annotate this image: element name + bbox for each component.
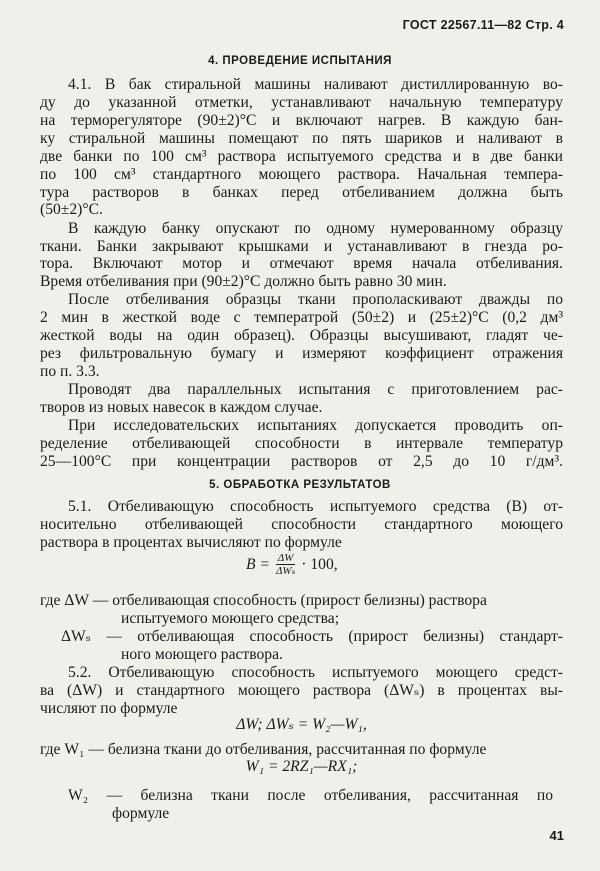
text-line: где ΔW — отбеливающая способность (прирост белизны) раствора [40,592,487,609]
text-line: ку стиральной машины помещают по пять шариков и наливают в [40,130,563,147]
text-line: ного моющего раствора. [121,646,283,663]
text-line: W₂ — белизна ткани после отбеливания, рассчитанная по [68,787,553,804]
text-line: по п. 3.3. [40,363,100,380]
section-5-title: 5. ОБРАБОТКА РЕЗУЛЬТАТОВ [209,479,391,491]
formula-denominator: ΔWₛ [275,565,296,577]
text-line: Время отбеливания при (90±2)°С должно быть равно 30 мин. [40,273,447,290]
text-line: 25—100°С при концентрации растворов от 2,5 до 10 г/дм³. [40,453,563,470]
formula-b [246,552,338,577]
text-line: При исследовательских испытаниях допускается проводить оп- [68,417,563,434]
text-line: тора. Включают мотор и отмечают время начала отбеливания. [40,255,563,272]
text-line: на терморегуляторе (90±2)°С и включают нагрев. В каждую бан- [40,112,563,129]
formula-rhs: · 100, [301,555,338,573]
page-header: ГОСТ 22567.11—82 Стр. 4 [402,18,564,32]
text-line: формуле [112,805,170,822]
text-line: числяют по формуле [40,700,178,717]
text-line: 5.1. Отбеливающую способность испытуемого средства (B) от- [68,498,563,515]
text-line: 5.2. Отбеливающую способность испытуемого моющего средст- [68,664,563,681]
text-line: тура растворов в банках перед отбеливанием должна быть [40,184,563,201]
section-4-title: 4. ПРОВЕДЕНИЕ ИСПЫТАНИЯ [208,55,392,67]
text-line: В каждую банку опускают по одному нумерованному образцу [68,220,563,237]
text-line: по 100 см³ стандартного моющего раствора. Начальная темпера- [40,166,563,183]
formula-w1: W₁ = 2RZ₁—RX₁; [245,758,358,775]
text-line: 4.1. В бак стиральной машины наливают дистиллированную во- [68,76,563,93]
text-line: две банки по 100 см³ раствора испытуемого средства и в две банки [40,148,563,165]
formula-lhs: B = [246,555,270,573]
text-line: ткани. Банки закрывают крышками и устанавливают в гнезда ро- [40,238,563,255]
formula-delta-w: ΔW; ΔWₛ = W₂—W₁, [236,716,367,733]
formula-numerator: ΔW [277,552,294,564]
text-line: где W₁ — белизна ткани до отбеливания, рассчитанная по формуле [40,741,487,758]
text-line: ΔWₛ — отбеливающая способность (прирост белизны) стандарт- [61,628,563,645]
text-line: рез фильтровальную бумагу и измеряют коэффициент отражения [40,345,563,362]
text-line: жесткой воды на один образец). Образцы высушивают, гладят че- [40,327,563,344]
text-line: ределение отбеливающей способности в интервале температур [40,435,563,452]
text-line: испытуемого моющего средства; [121,610,340,627]
text-line: ду до указанной отметки, устанавливают начальную температуру [40,94,563,111]
formula-fraction [274,552,297,577]
text-line: носительно отбеливающей способности стандартного моющего [40,516,563,533]
text-line: Проводят два параллельных испытания с приготовлением рас- [68,381,563,398]
text-line: раствора в процентах вычисляют по формуле [40,534,342,551]
text-line: ва (ΔW) и стандартного моющего раствора (ΔWₛ) в процентах вы- [40,682,563,699]
page-number: 41 [549,828,564,843]
text-line: творов из новых навесок в каждом случае. [40,399,323,416]
text-line: После отбеливания образцы ткани прополаскивают дважды по [68,291,563,308]
text-line: (50±2)°С. [40,201,103,218]
text-line: 2 мин в жесткой воде с температрой (50±2) и (25±2)°С (0,2 дм³ [40,309,563,326]
